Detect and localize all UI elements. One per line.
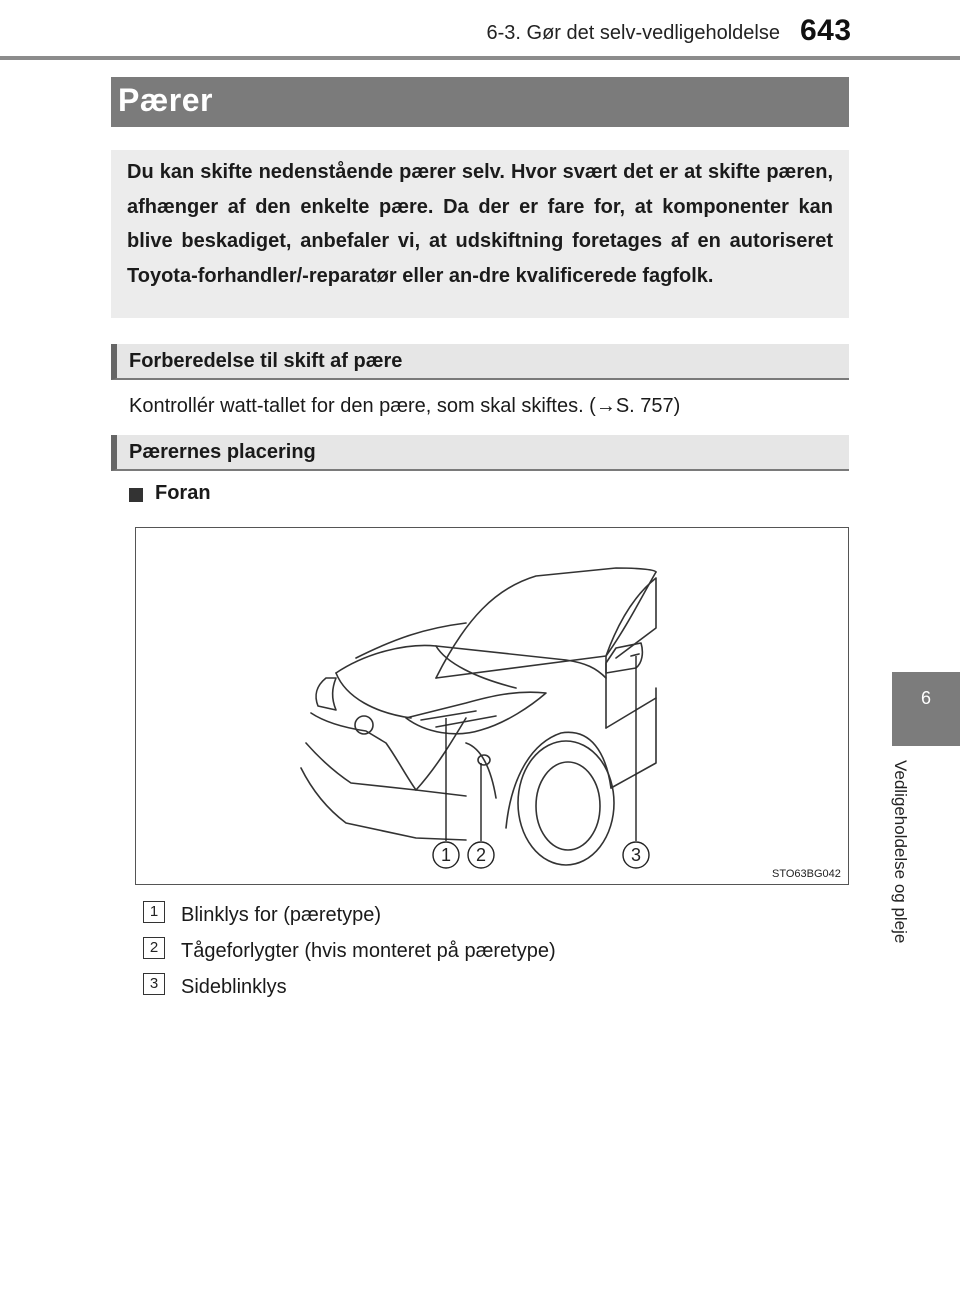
page-title: Pærer xyxy=(118,82,213,118)
header-rule xyxy=(0,56,960,60)
callout-1: 1 xyxy=(440,845,452,865)
chapter-tab-number: 6 xyxy=(920,688,931,708)
figure-code: STO63BG042 xyxy=(772,868,841,880)
intro-text: Du kan skifte nedenstående pærer selv. Hvor svært det er at skifte pæren, afhænger af den enkelte pære. Da der er fare for, at komponenter kan blive beskadiget, anbefaler vi, at udskiftning foretages af en autoriseret Toyota-forhandler/-reparatør eller an-dre kvalificerede fagfolk. xyxy=(127,161,833,287)
car-illustration xyxy=(136,528,847,883)
legend-num-3: 3 xyxy=(143,973,165,995)
legend-item-3: Sideblinklys xyxy=(181,976,287,998)
section-heading-location-text: Pærernes placering xyxy=(129,441,316,463)
callout-3: 3 xyxy=(630,845,642,865)
legend-item-1: Blinklys for (pæretype) xyxy=(181,904,382,926)
section-title: 6-3. Gør det selv-vedligeholdelse xyxy=(486,22,780,44)
chapter-tab xyxy=(892,672,960,746)
subheading-bullet xyxy=(129,488,143,502)
chapter-tab-label: Vedligeholdelse og pleje xyxy=(891,760,910,944)
legend-num-1: 1 xyxy=(143,901,165,923)
section-heading-prep-text: Forberedelse til skift af pære xyxy=(129,350,403,372)
callout-2: 2 xyxy=(475,845,487,865)
prep-text: Kontrollér watt-tallet for den pære, som skal skiftes. (→S. 757) xyxy=(129,395,681,417)
subheading-front: Foran xyxy=(155,482,211,504)
title-bar xyxy=(111,77,849,127)
legend-num-2: 2 xyxy=(143,937,165,959)
legend-item-2: Tågeforlygter (hvis monteret på pæretype) xyxy=(181,940,556,962)
car-front-figure xyxy=(135,527,849,885)
page-number: 643 xyxy=(800,14,852,47)
